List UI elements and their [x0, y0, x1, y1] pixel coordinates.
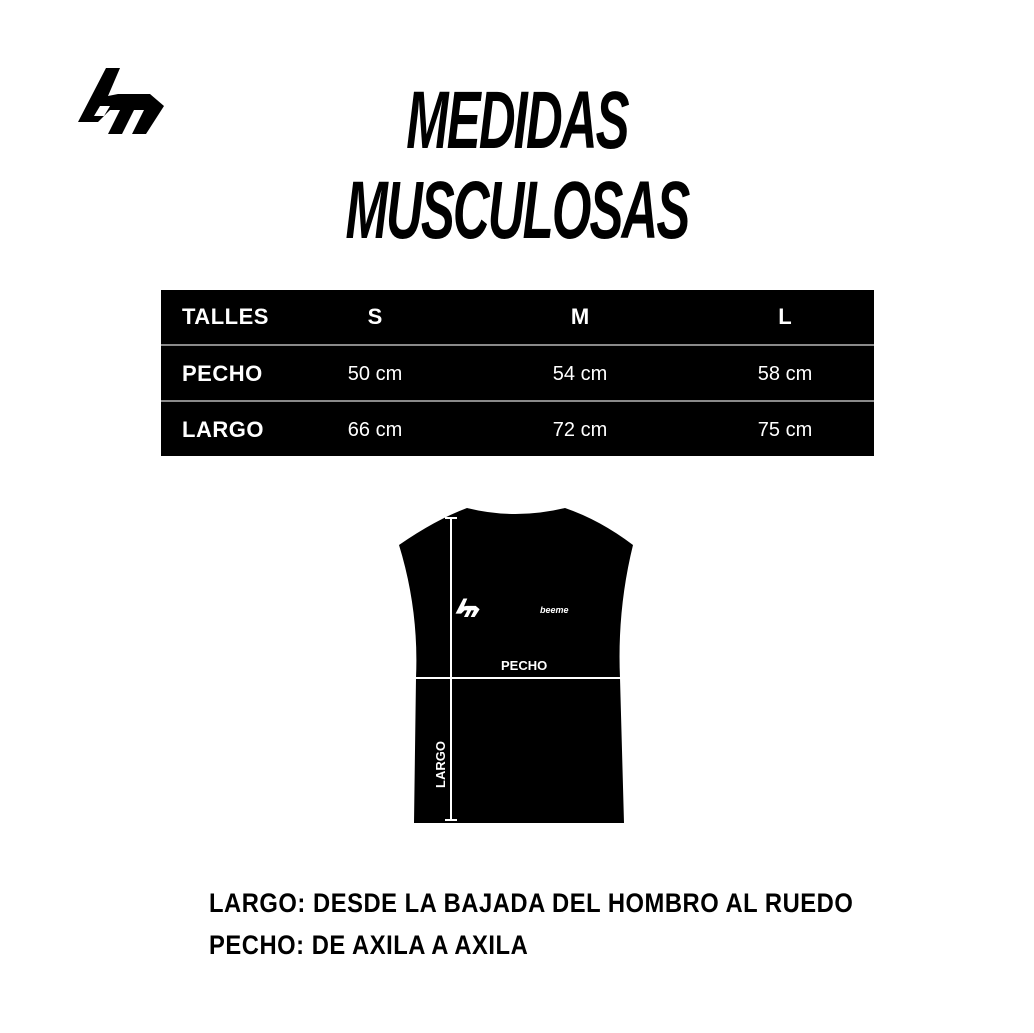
row-label: LARGO	[182, 417, 264, 442]
tank-top-diagram	[395, 500, 635, 830]
table-header-row	[161, 290, 874, 343]
pecho-note: PECHO: DE AXILA A AXILA	[209, 930, 529, 960]
size-table	[161, 290, 874, 456]
garment-brand-text: beeme	[540, 605, 569, 615]
table-cell: 66 cm	[347, 418, 403, 441]
chest-label: PECHO	[501, 658, 548, 673]
table-cell: 50 cm	[347, 362, 403, 385]
largo-note: LARGO: DESDE LA BAJADA DEL HOMBRO AL RUEDO	[209, 888, 854, 918]
page-title-line-1: MEDIDAS	[406, 75, 628, 166]
bn-logo-icon	[76, 66, 164, 136]
table-row-pecho	[161, 344, 874, 402]
size-s: S	[367, 303, 383, 329]
table-cell: 75 cm	[757, 418, 813, 441]
length-label: LARGO	[433, 741, 448, 788]
table-row-largo	[161, 400, 874, 458]
size-l: L	[778, 303, 792, 329]
page-title-line-2: MUSCULOSAS	[345, 165, 689, 256]
size-m: M	[570, 303, 590, 329]
table-cell: 58 cm	[757, 362, 813, 385]
header-label: TALLES	[182, 303, 269, 329]
table-cell: 54 cm	[552, 362, 608, 385]
table-cell: 72 cm	[552, 418, 608, 441]
row-label: PECHO	[182, 361, 263, 386]
